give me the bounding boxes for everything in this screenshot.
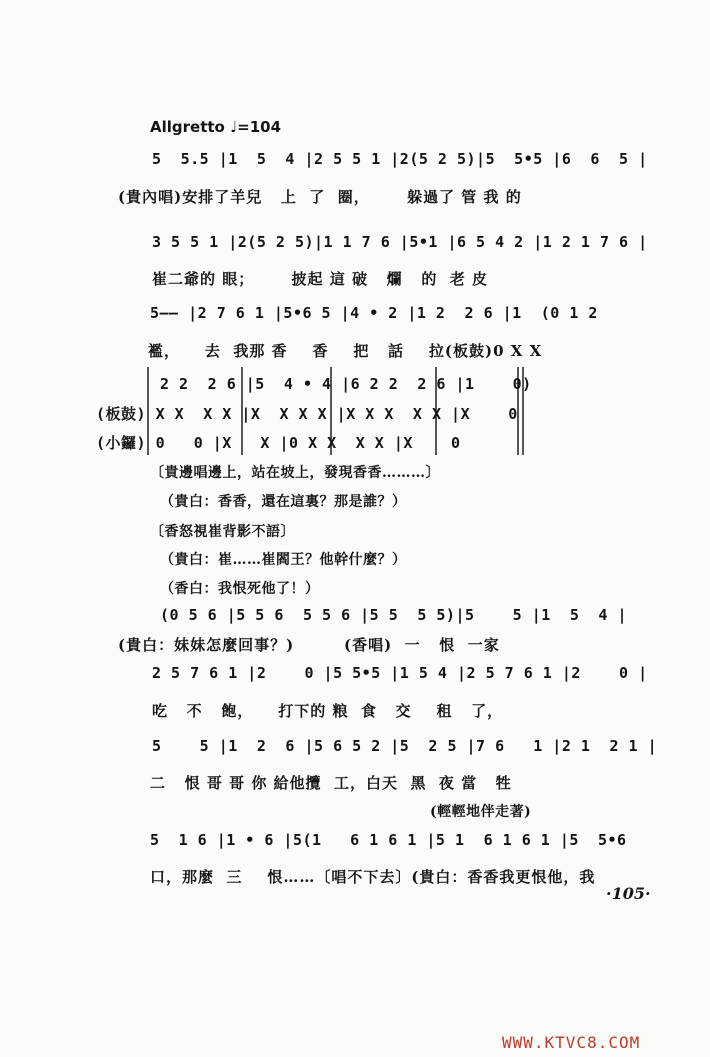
- lyric-line-l5: 吃 不 飽， 打下的 粮 食 交 租 了，: [152, 702, 504, 720]
- stage-direction-d5: （香白：我恨死他了！）: [160, 581, 320, 597]
- notation-line-n4: (0 5 6 |5 5 6 5 5 6 |5 5 5 5)|5 5 |1 5 4 |: [160, 606, 628, 624]
- stage-direction-d4: （貴白：崔……崔閻王？他幹什麼？）: [160, 552, 407, 568]
- stage-direction-d3: 〔香怒視崔背影不語〕: [150, 524, 295, 540]
- lyric-line-l6: 二 恨 哥 哥 你 給他攬 工，白天 黑 夜 當 牲: [150, 774, 512, 792]
- notation-line-n2: 3 5 5 1 |2(5 2 5)|1 1 7 6 |5•1 |6 5 4 2 |1 2 1 7 6 |: [152, 233, 648, 251]
- stage-direction-d1: 〔貴邊唱邊上，站在坡上，發現香香………〕: [150, 465, 440, 481]
- lyric-line-l1: (貴內唱)安排了羊兒 上 了 圈， 躲過了 管 我 的: [118, 188, 522, 206]
- lyric-line-l4: (貴白：妹妹怎麼回事？) (香唱) 一 恨 一家: [118, 636, 500, 654]
- percussion-system-frame: [146, 365, 530, 457]
- notation-line-n1: 5 5.5 |1 5 4 |2 5 5 1 |2(5 2 5)|5 5•5 |6 6 5 |: [152, 150, 648, 168]
- lyric-line-l3: 襤， 去 我那 香 香 把 話 拉(板鼓)0 X X: [148, 342, 543, 360]
- notation-line-p3: (小鑼) 0 0 |X X |0 X X X X |X 0: [96, 434, 461, 452]
- notation-line-n3: 5—— |2 7 6 1 |5•6 5 |4 • 2 |1 2 2 6 |1 (0 1 2: [150, 304, 598, 322]
- notation-line-p1: 2 2 2 6 |5 4 • 4 |6 2 2 2 6 |1 0): [160, 375, 532, 393]
- watermark: WWW.KTVC8.COM: [502, 1033, 641, 1052]
- lyric-line-l7: 口，那麼 三 恨……〔唱不下去〕(貴白：香香我更恨他，我: [150, 868, 596, 886]
- stage-direction-d2: （貴白：香香，還在這裏？那是誰？）: [160, 494, 407, 510]
- notation-line-n5: 2 5 7 6 1 |2 0 |5 5•5 |1 5 4 |2 5 7 6 1 |2 0 |: [152, 664, 648, 682]
- tempo-marking: Allgretto ♩=104: [150, 118, 282, 136]
- notation-line-n7: 5 1 6 |1 • 6 |5(1 6 1 6 1 |5 1 6 1 6 1 |5 5•6: [150, 831, 627, 849]
- lyric-line-l2: 崔二爺的 眼； 披起 這 破 爛 的 老 皮: [152, 270, 489, 288]
- stage-direction-d6: (輕輕地伴走著): [430, 804, 532, 820]
- notation-line-n6: 5 5 |1 2 6 |5 6 5 2 |5 2 5 |7 6 1 |2 1 2 1 |: [152, 737, 658, 755]
- notation-line-p2: (板鼓) X X X X |X X X X |X X X X X |X 0: [96, 405, 518, 423]
- page-number: ·105·: [606, 884, 651, 903]
